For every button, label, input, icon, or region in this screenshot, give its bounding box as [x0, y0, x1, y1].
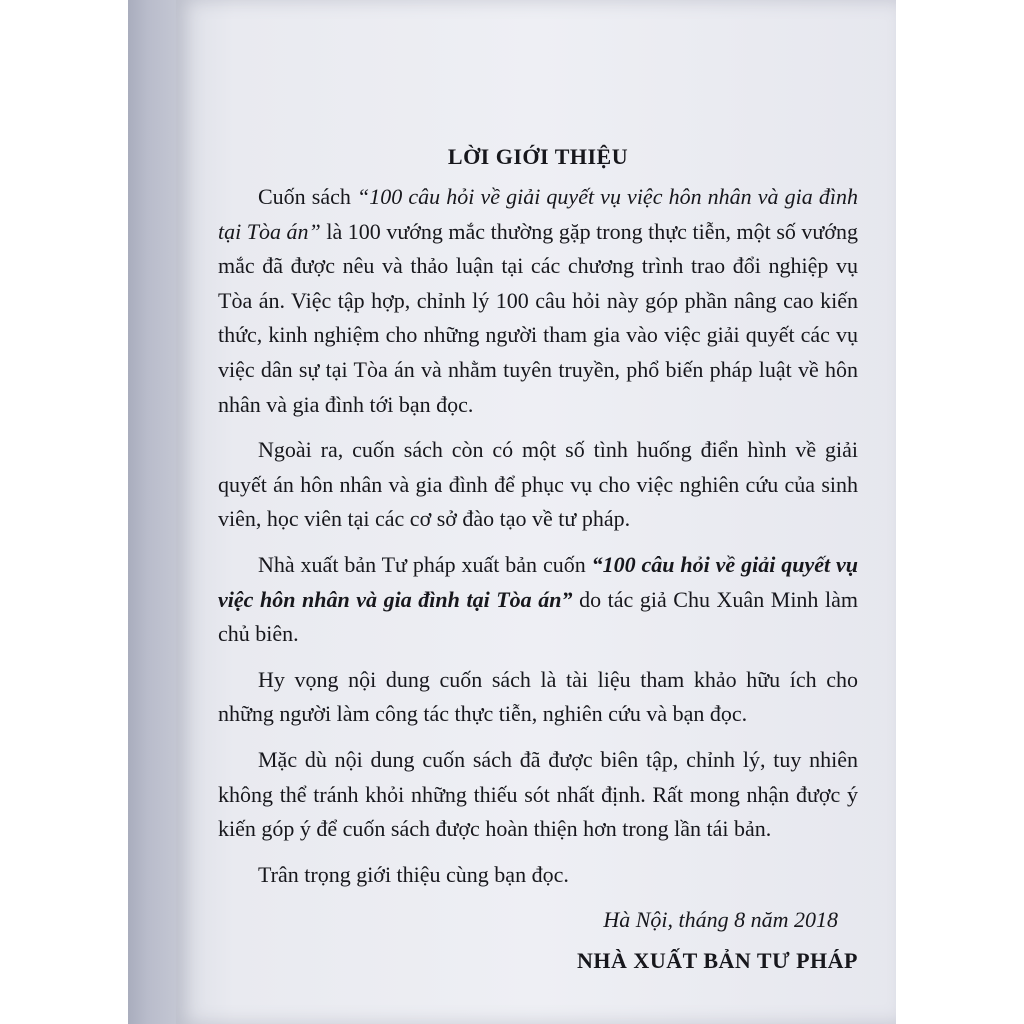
page-title: LỜI GIỚI THIỆU	[447, 144, 629, 169]
background-edge	[896, 0, 1024, 1024]
paragraph-1-post: là 100 vướng mắc thường gặp trong thực tiễn, một số vướng mắc đã được nêu và thảo luận tại các chương trình trao đổi nghiệp vụ Tòa án. Việc tập hợp, chỉnh lý 100 câu hỏi này góp phần nâng cao kiến thức, kinh nghiệm cho những người tham gia vào việc giải quyết các vụ việc dân sự tại Tòa án và nhằm tuyên truyền, phổ biến pháp luật về hôn nhân và gia đình tới bạn đọc.	[218, 218, 858, 417]
book-spine-shadow	[128, 0, 178, 1024]
paragraph-3	[218, 548, 858, 652]
date-line: Hà Nội, tháng 8 năm 2018	[603, 907, 838, 933]
publisher-signature: NHÀ XUẤT BẢN TƯ PHÁP	[577, 947, 858, 973]
book-title-italic: “100 câu hỏi về giải quyết vụ việc hôn nhân và gia đình tại Tòa án”	[218, 184, 859, 244]
paragraph-2: Ngoài ra, cuốn sách còn có một số tình huống điển hình về giải quyết án hôn nhân và gia đình để phục vụ cho việc nghiên cứu của sinh viên, học viên tại các cơ sở đào tạo về tư pháp.	[218, 437, 858, 532]
paragraph-3-pre: Nhà xuất bản Tư pháp xuất bản cuốn	[258, 551, 592, 577]
page-content	[218, 142, 858, 978]
book-title-bold-italic: “100 câu hỏi về giải quyết vụ việc hôn nhân và gia đình tại Tòa án”	[218, 551, 858, 612]
paragraph-4: Hy vọng nội dung cuốn sách là tài liệu tham khảo hữu ích cho những người làm công tác thực tiễn, nghiên cứu và bạn đọc.	[218, 666, 858, 727]
paragraph-3-post: do tác giả Chu Xuân Minh làm chủ biên.	[218, 586, 858, 647]
paragraph-1	[218, 180, 858, 422]
paragraph-5: Mặc dù nội dung cuốn sách đã được biên tập, chỉnh lý, tuy nhiên không thể tránh khỏi những thiếu sót nhất định. Rất mong nhận được ý kiến góp ý để cuốn sách được hoàn thiện hơn trong lần tái bản.	[218, 746, 858, 842]
paragraph-6: Trân trọng giới thiệu cùng bạn đọc.	[258, 861, 569, 887]
paragraph-1-pre: Cuốn sách	[258, 184, 357, 209]
